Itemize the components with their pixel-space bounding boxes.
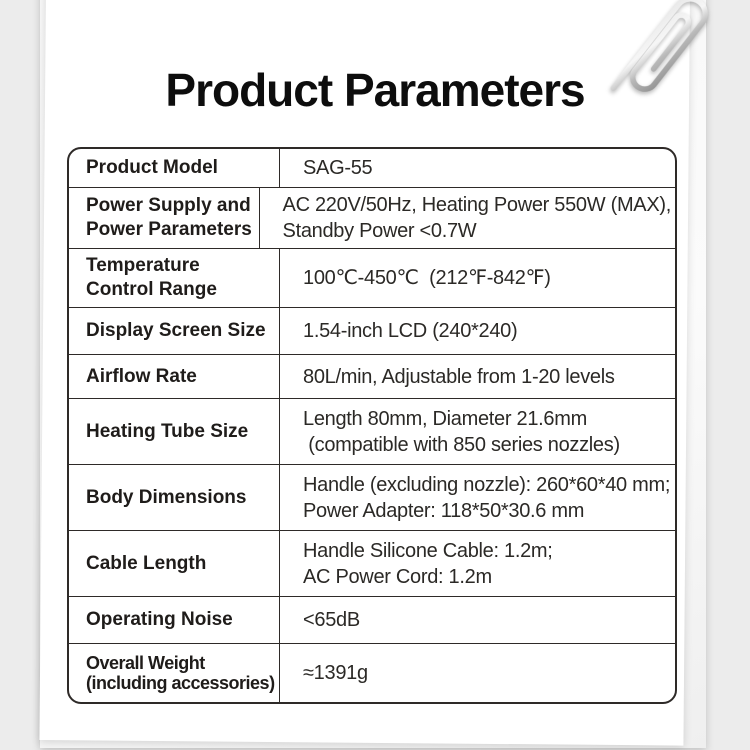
row-label-cell — [69, 399, 280, 464]
row-label-cell — [69, 355, 280, 398]
row-label-line: Cable Length — [86, 552, 207, 574]
row-label-cell — [69, 531, 280, 596]
row-label-cell — [69, 308, 280, 354]
row-value-cell — [280, 644, 675, 702]
row-value-line: Handle (excluding nozzle): 260*60*40 mm; — [303, 473, 671, 496]
table-row — [69, 465, 675, 531]
row-value-line: 80L/min, Adjustable from 1-20 levels — [303, 365, 615, 388]
table-row — [69, 355, 675, 399]
row-value-cell — [260, 188, 675, 248]
row-value-cell — [280, 465, 675, 530]
row-label-line: Product Model — [86, 157, 218, 178]
row-label-line: (including accessories) — [86, 673, 275, 693]
row-label-cell — [69, 644, 280, 702]
table-row — [69, 644, 675, 702]
row-label-line: Body Dimensions — [86, 486, 247, 508]
spec-table — [67, 147, 677, 704]
row-label-line: Power Supply and — [86, 195, 251, 216]
row-label-line: Temperature — [86, 255, 200, 276]
page-title: Product Parameters — [165, 64, 585, 116]
row-label-line: Overall Weight — [86, 653, 205, 673]
table-row — [69, 149, 675, 188]
row-value-cell — [280, 249, 675, 307]
table-row — [69, 188, 675, 249]
row-value-line: 100℃-450℃ (212℉-842℉) — [303, 267, 551, 289]
row-label-cell — [69, 597, 280, 643]
row-label-line: Power Parameters — [86, 219, 252, 240]
row-value-line: Length 80mm, Diameter 21.6mm — [303, 407, 587, 430]
row-label-line: Heating Tube Size — [86, 420, 249, 442]
row-value-cell — [280, 597, 675, 643]
row-label-line: Display Screen Size — [86, 320, 266, 341]
row-label-line: Operating Noise — [86, 609, 233, 630]
row-value-cell — [280, 355, 675, 398]
row-value-line: SAG-55 — [303, 157, 373, 179]
row-value-line: Standby Power <0.7W — [282, 220, 477, 242]
row-value-line: Handle Silicone Cable: 1.2m; — [303, 539, 553, 562]
table-row — [69, 249, 675, 308]
row-value-line: AC 220V/50Hz, Heating Power 550W (MAX), — [282, 194, 671, 216]
table-row — [69, 308, 675, 355]
row-value-cell — [280, 399, 675, 464]
row-label-cell — [69, 149, 280, 187]
table-row — [69, 399, 675, 465]
row-value-line: Power Adapter: 118*50*30.6 mm — [303, 499, 585, 522]
row-value-line: ≈1391g — [303, 662, 368, 684]
row-label-cell — [69, 188, 260, 248]
row-value-cell — [280, 531, 675, 596]
row-label-line: Airflow Rate — [86, 365, 197, 387]
row-value-cell — [280, 308, 675, 354]
row-value-line: 1.54-inch LCD (240*240) — [303, 320, 518, 342]
row-value-line: <65dB — [303, 609, 360, 631]
table-row — [69, 531, 675, 597]
row-label-cell — [69, 465, 280, 530]
row-value-line: AC Power Cord: 1.2m — [303, 565, 492, 588]
row-label-line: Control Range — [86, 279, 217, 300]
table-row — [69, 597, 675, 644]
row-label-cell — [69, 249, 280, 307]
row-value-cell — [280, 149, 675, 187]
row-value-line: (compatible with 850 series nozzles) — [303, 433, 620, 456]
